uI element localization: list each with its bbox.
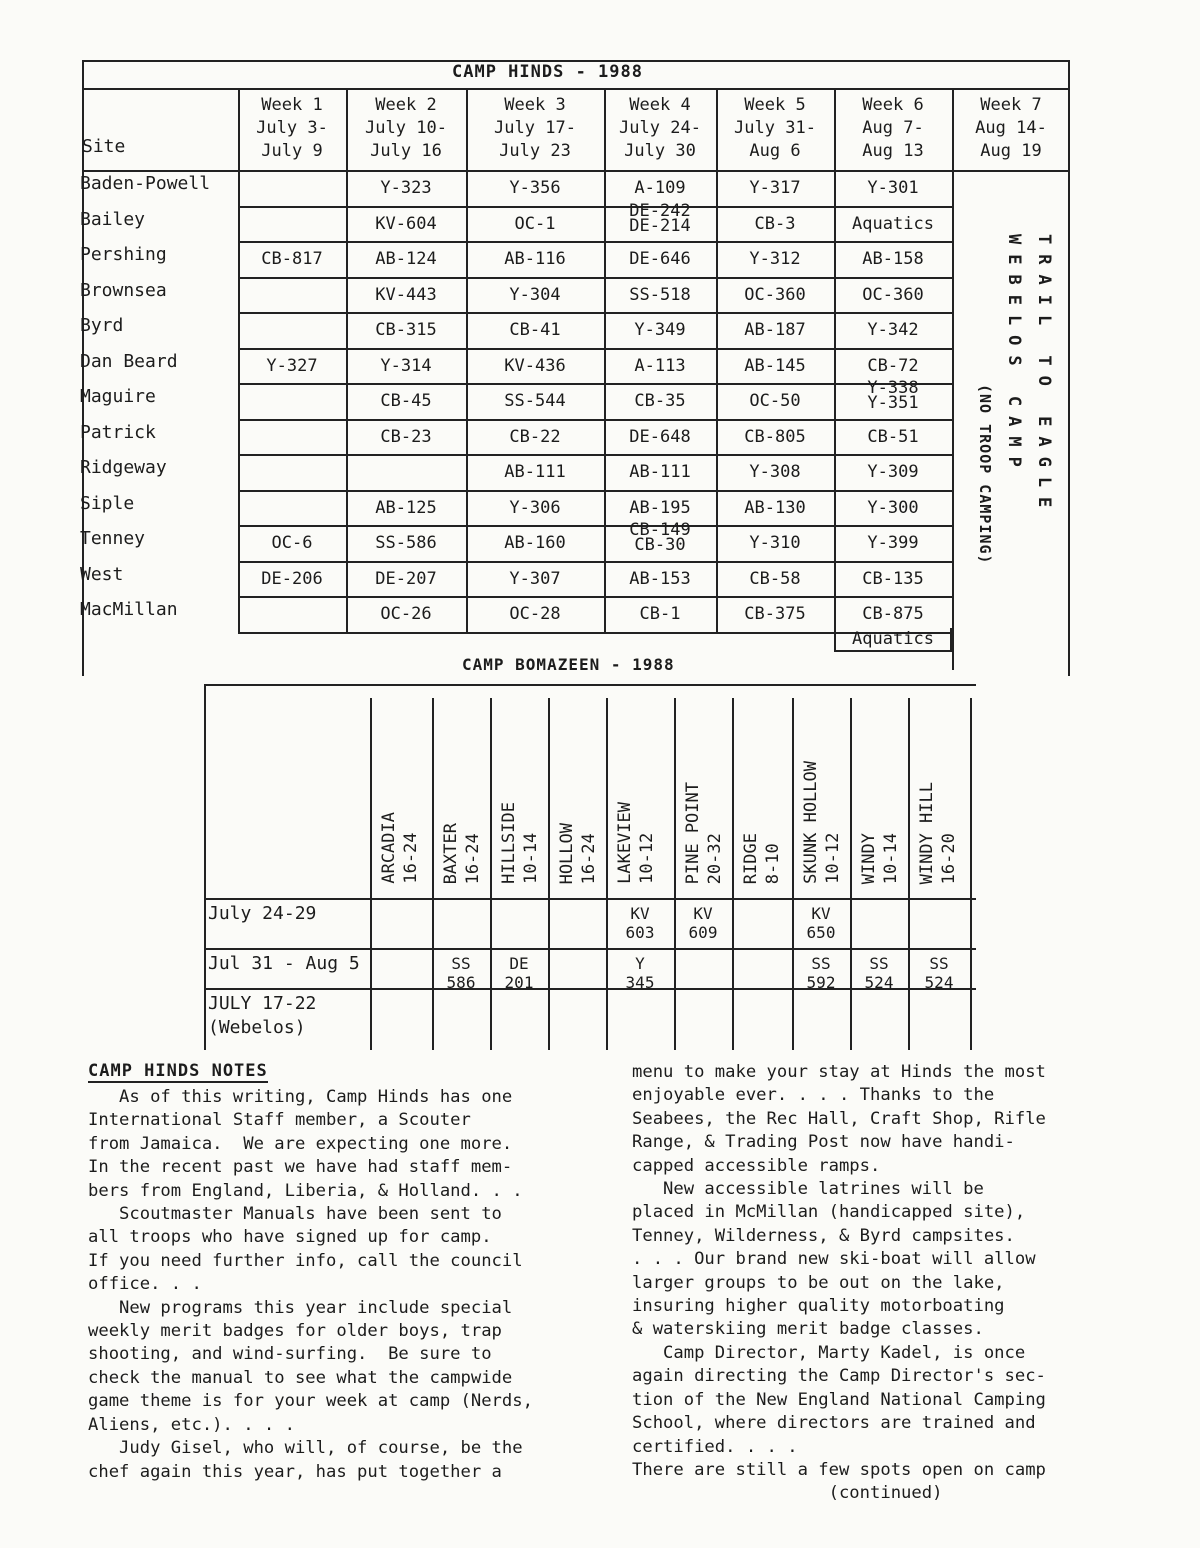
schedule-cell: AB-124 [375,249,437,269]
boma-top-rule [204,684,976,686]
boma-site-header: HILLSIDE 10-14 [499,802,541,884]
schedule-cell: DE-206 [261,568,323,589]
schedule-cell: CB-22 [509,426,561,447]
header-rule [82,170,1070,172]
boma-column-divider [908,698,910,1050]
boma-cell: DE 201 [504,954,534,992]
site-column-header: Site [82,136,126,157]
schedule-cell: Y-310 [749,533,801,553]
boma-row-rule [204,948,976,950]
schedule-cell: KV-604 [375,213,437,234]
schedule-cell: AB-145 [744,355,806,376]
boma-site-header: SKUNK HOLLOW 10-12 [801,761,843,884]
schedule-cell: CB-315 [375,320,437,340]
schedule-cell: SS-544 [504,391,566,411]
camp-bomazeen-schedule-table [204,680,976,1050]
row-rule [238,206,952,208]
site-name: Bailey [80,208,146,230]
site-name: Siple [80,492,135,514]
schedule-cell: SS-518 [629,284,691,305]
boma-site-header: WINDY 10-14 [859,832,901,884]
schedule-cell: AB-187 [744,320,806,340]
boma-site-header: BAXTER 16-24 [441,822,483,884]
week-header-3: Week 3 July 17- July 23 [494,95,576,161]
schedule-cell: A-109 [634,178,686,198]
row-rule [238,596,952,598]
site-name: Ridgeway [80,457,167,478]
schedule-cell: AB-111 [629,462,691,482]
schedule-cell: CB-375 [744,604,806,624]
boma-cell: KV 603 [625,904,655,942]
schedule-cell: DE-648 [629,426,691,447]
week-header-5: Week 5 July 31- Aug 6 [734,95,816,161]
bomazeen-title: CAMP BOMAZEEN - 1988 [462,655,675,674]
week7-note-line3: (NO TROOP CAMPING) [976,384,994,565]
schedule-cell: Y-317 [749,178,801,198]
boma-cell: KV 650 [806,904,836,942]
boma-site-header: LAKEVIEW 10-12 [615,802,657,884]
site-name: Tenney [80,528,146,549]
schedule-cell: OC-28 [509,604,561,624]
schedule-cell: AB-153 [629,568,691,589]
week-header-1: Week 1 July 3- July 9 [256,95,328,161]
schedule-cell: Y-307 [509,568,561,589]
boma-column-divider [606,698,608,1050]
row-rule [238,348,952,350]
schedule-cell: Y-314 [380,355,432,376]
boma-cell: SS 524 [924,954,954,992]
boma-site-header: PINE POINT 20-32 [683,781,725,884]
boma-site-header: ARCADIA 16-24 [379,812,421,884]
schedule-cell: Y-327 [266,355,318,376]
schedule-cell: CB-3 [754,213,796,234]
boma-column-divider [674,698,676,1050]
schedule-cell: OC-360 [862,284,924,305]
row-rule [238,525,952,527]
schedule-cell: Y-308 [749,462,801,482]
row-rule [238,312,952,314]
schedule-cell: Y-349 [634,320,686,340]
site-name: Byrd [80,315,124,336]
boma-row-label: JULY 17-22 (Webelos) [208,993,317,1038]
schedule-cell: AB-116 [504,249,566,269]
week7-note-line2: WEBELOS CAMP [1004,234,1024,477]
week7-note-line1: TRAIL TO EAGLE [1034,234,1054,518]
schedule-cell: Y-399 [867,533,919,553]
boma-column-divider [850,698,852,1050]
hinds-title: CAMP HINDS - 1988 [452,62,643,82]
schedule-cell: AB-125 [375,497,437,518]
schedule-cell: Y-323 [380,178,432,198]
schedule-cell: Y-304 [509,284,561,305]
schedule-cell: KV-443 [375,284,437,305]
schedule-cell: OC-1 [514,213,556,234]
boma-cell: KV 609 [688,904,718,942]
boma-row-label: July 24-29 [208,903,317,924]
schedule-cell: CB-875 [862,604,924,624]
schedule-cell: AB-195 [629,497,691,518]
schedule-cell: OC-26 [380,604,432,624]
schedule-cell: Y-338 Y-351 [867,378,919,413]
schedule-cell: Y-356 [509,178,561,198]
notes-left-column: As of this writing, Camp Hinds has one International Staff member, a Scouter from Jamaica. We are expecting one more. In the recent past we have had staff mem- bers from England, Liberia, & Holland. . . Scoutmaster Manuals have been sent to all troops who have signed up for camp. If you need further info, call the council office. . . New programs this year include special weekly merit badges for older boys, trap shooting, and wind-surfing. Be sure to check the manual to see what the campwide game theme is for your week at camp (Nerds, Aliens, etc.). . . . Judy Gisel, who will, of course, be the chef again this year, has put together a [88,1087,533,1482]
schedule-cell: CB-1 [639,604,681,624]
schedule-cell: SS-586 [375,533,437,553]
schedule-cell: CB-135 [862,568,924,589]
boma-site-header: WINDY HILL 16-20 [917,781,959,884]
bottom-aquatics-label: Aquatics [834,628,952,652]
schedule-cell: CB-817 [261,249,323,269]
schedule-cell: CB-149 CB-30 [629,520,691,555]
schedule-cell: OC-360 [744,284,806,305]
boma-row-label: Jul 31 - Aug 5 [208,953,360,974]
schedule-cell: Y-309 [867,462,919,482]
boma-column-divider [548,698,550,1050]
schedule-cell: Aquatics [852,213,934,234]
notes-right-column: menu to make your stay at Hinds the most enjoyable ever. . . . Thanks to the Seabees, the Rec Hall, Craft Shop, Rifle Range, & Trading Post now have handi- capped accessible ramps. New accessible latrines will be placed in McMillan (handicapped site), Tenney, Wilderness, & Byrd campsites. . . . Our brand new ski-boat will allow larger groups to be out on the lake, insuring higher quality motorboating & waterskiing merit badge classes. Camp Director, Marty Kadel, is once again directing the Camp Director's sec- tion of the New England National Camping School, where directors are trained and certified. . . . There are still a few spots open on camp (continued) [632,1062,1046,1504]
schedule-cell: AB-111 [504,462,566,482]
boma-cell: SS 524 [864,954,894,992]
boma-column-divider [732,698,734,1050]
boma-site-header: RIDGE 8-10 [741,832,783,884]
schedule-cell: CB-45 [380,391,432,411]
boma-column-divider [792,698,794,1050]
schedule-cell: AB-160 [504,533,566,553]
schedule-cell: Y-301 [867,178,919,198]
boma-site-header: HOLLOW 16-24 [557,822,599,884]
week-header-2: Week 2 July 10- July 16 [365,95,447,161]
boma-row-rule [204,898,976,900]
row-rule [238,241,952,243]
schedule-cell: DE-207 [375,568,437,589]
boma-column-divider [432,698,434,1050]
boma-left-rule [204,684,206,1050]
site-name: MacMillan [80,599,178,620]
boma-column-divider [370,698,372,1050]
schedule-cell: Y-342 [867,320,919,340]
site-name: West [80,563,124,585]
row-rule [238,490,952,492]
week-header-6: Week 6 Aug 7- Aug 13 [862,95,924,161]
row-rule [238,454,952,456]
boma-column-divider [970,698,972,1050]
row-rule [238,277,952,279]
boma-cell: Y 345 [625,954,655,992]
schedule-cell: Y-300 [867,497,919,518]
boma-cell: SS 592 [806,954,836,992]
schedule-cell: CB-72 [867,355,919,376]
schedule-cell: AB-130 [744,497,806,518]
schedule-cell: CB-805 [744,426,806,447]
schedule-cell: CB-58 [749,568,801,589]
schedule-cell: DE-242 DE-214 [629,200,691,236]
title-rule [82,88,1070,90]
schedule-cell: OC-6 [271,533,313,553]
week-header-7: Week 7 Aug 14- Aug 19 [975,95,1047,161]
schedule-cell: CB-51 [867,426,919,447]
schedule-cell: A-113 [634,355,686,376]
site-name: Brownsea [80,279,167,301]
schedule-cell: CB-23 [380,426,432,447]
week-column-divider [952,90,954,670]
schedule-cell: AB-158 [862,249,924,269]
schedule-cell: CB-35 [634,391,686,411]
row-rule [238,561,952,563]
site-name: Patrick [80,421,156,443]
site-name: Pershing [80,244,167,265]
week-header-4: Week 4 July 24- July 30 [619,95,701,161]
notes-title: CAMP HINDS NOTES [88,1061,268,1081]
boma-cell: SS 586 [446,954,476,992]
schedule-cell: DE-646 [629,249,691,269]
site-name: Dan Beard [80,350,178,372]
site-name: Maguire [80,386,156,407]
schedule-cell: CB-41 [509,320,561,340]
schedule-cell: KV-436 [504,355,566,376]
boma-column-divider [490,698,492,1050]
schedule-cell: OC-50 [749,391,801,411]
row-rule [238,419,952,421]
site-name: Baden-Powell [80,173,211,194]
schedule-cell: Y-312 [749,249,801,269]
schedule-cell: Y-306 [509,497,561,518]
camp-hinds-schedule-table [74,54,1074,652]
